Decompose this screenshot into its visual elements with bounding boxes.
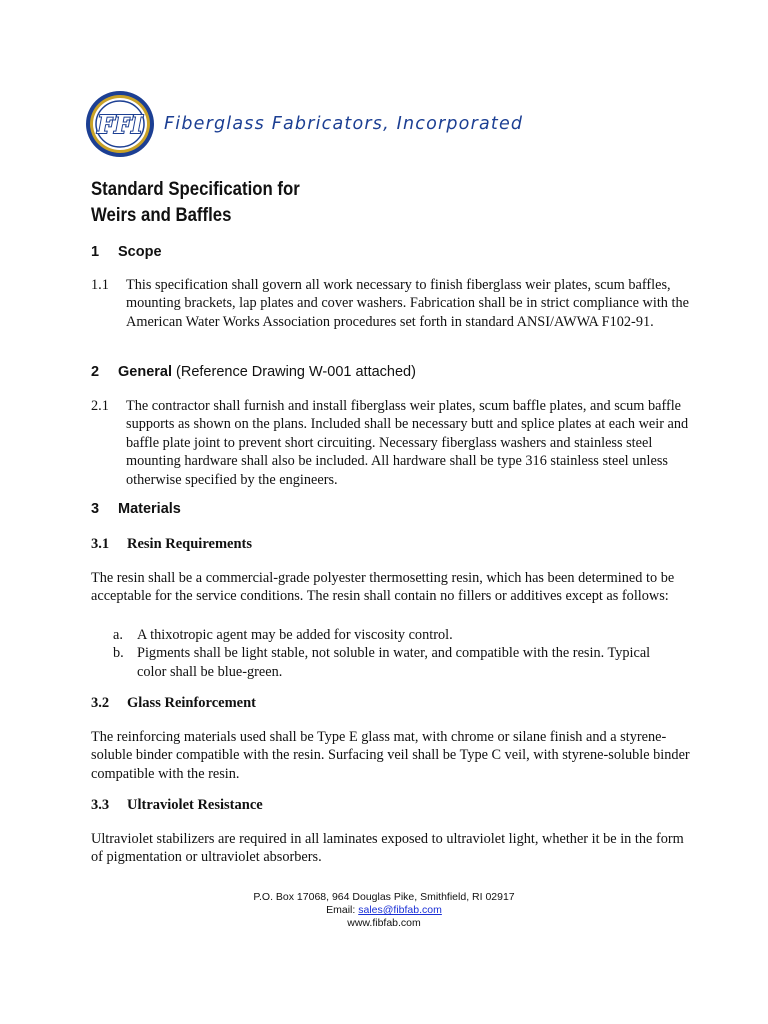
clause-number: 2.1 — [91, 398, 109, 414]
clause-text: The contractor shall furnish and install fiberglass weir plates, scum baffle plates, and scum baffle supports as shown on the plans. Included shall be necessary butt and splice plates at each weir and baffle plate joint to prevent short circuiting. Necessary fiberglass washers and stainless steel mounting hardware shall also be included. All hardware shall be type 316 stainless steel unless otherwise specified by the engineers. — [126, 398, 689, 488]
list-item — [113, 626, 673, 644]
section-heading-scope — [91, 244, 162, 260]
list-marker: b. — [113, 645, 124, 662]
clause-number: 1.1 — [91, 277, 109, 293]
clause-2-1 — [91, 397, 691, 489]
subsection-title: Ultraviolet Resistance — [127, 797, 263, 813]
page-footer — [0, 891, 768, 930]
resin-requirements-text: The resin shall be a commercial-grade polyester thermosetting resin, which has been determined to be acceptable for the service conditions. The resin shall contain no fillers or additives except as follows: — [91, 570, 675, 605]
subsection-number: 3.1 — [91, 536, 110, 552]
list-item-text: Pigments shall be light stable, not soluble in water, and compatible with the resin. Typical color shall be blue-green. — [137, 645, 651, 680]
section-number: 1 — [91, 244, 100, 260]
subsection-title: Resin Requirements — [127, 536, 252, 552]
section-number: 3 — [91, 501, 100, 517]
section-heading-general — [91, 364, 416, 380]
document-title — [91, 176, 452, 228]
document-title-line-1: Standard Specification for — [91, 178, 300, 200]
svg-text:FFI: FFI — [97, 110, 143, 139]
clause-1-1 — [91, 276, 691, 331]
subsection-heading-glass — [91, 695, 256, 712]
subsection-number: 3.2 — [91, 695, 110, 711]
footer-website[interactable]: www.fibfab.com — [347, 917, 421, 929]
company-logo — [84, 88, 156, 160]
section-reference-note: (Reference Drawing W-001 attached) — [176, 364, 416, 380]
clause-text: This specification shall govern all work necessary to finish fiberglass weir plates, scum baffles, mounting brackets, lap plates and cover washers. Fabrication shall be in strict compliance with the American Water Works Association procedures set forth in standard ANSI/AWWA F102-91. — [126, 277, 689, 330]
document-title-line-2: Weirs and Baffles — [91, 204, 232, 226]
footer-email-label: Email: — [326, 904, 356, 916]
resin-additives-list — [113, 626, 673, 681]
footer-email-line — [0, 904, 768, 917]
section-title: Materials — [118, 501, 181, 517]
section-title: General — [118, 364, 172, 380]
list-item-text: A thixotropic agent may be added for viscosity control. — [137, 627, 453, 643]
subsection-heading-resin — [91, 536, 252, 553]
subsection-number: 3.3 — [91, 797, 110, 813]
subsection-title: Glass Reinforcement — [127, 695, 256, 711]
section-heading-materials — [91, 501, 181, 517]
section-title: Scope — [118, 244, 162, 260]
footer-address: P.O. Box 17068, 964 Douglas Pike, Smithfield, RI 02917 — [253, 891, 515, 903]
section-number: 2 — [91, 364, 100, 380]
list-item — [113, 644, 673, 681]
glass-reinforcement-text: The reinforcing materials used shall be Type E glass mat, with chrome or silane finish and a styrene-soluble binder compatible with the resin. Surfacing veil shall be Type C veil, with styrene-soluble binder compatible with the resin. — [91, 729, 690, 782]
ultraviolet-resistance-text: Ultraviolet stabilizers are required in all laminates exposed to ultraviolet light, whether it be in the form of pigmentation or ultraviolet absorbers. — [91, 831, 684, 866]
list-marker: a. — [113, 627, 123, 643]
subsection-heading-ultraviolet — [91, 797, 263, 814]
email-link[interactable]: sales@fibfab.com — [358, 904, 442, 916]
company-name: Fiberglass Fabricators, Incorporated — [164, 114, 524, 134]
